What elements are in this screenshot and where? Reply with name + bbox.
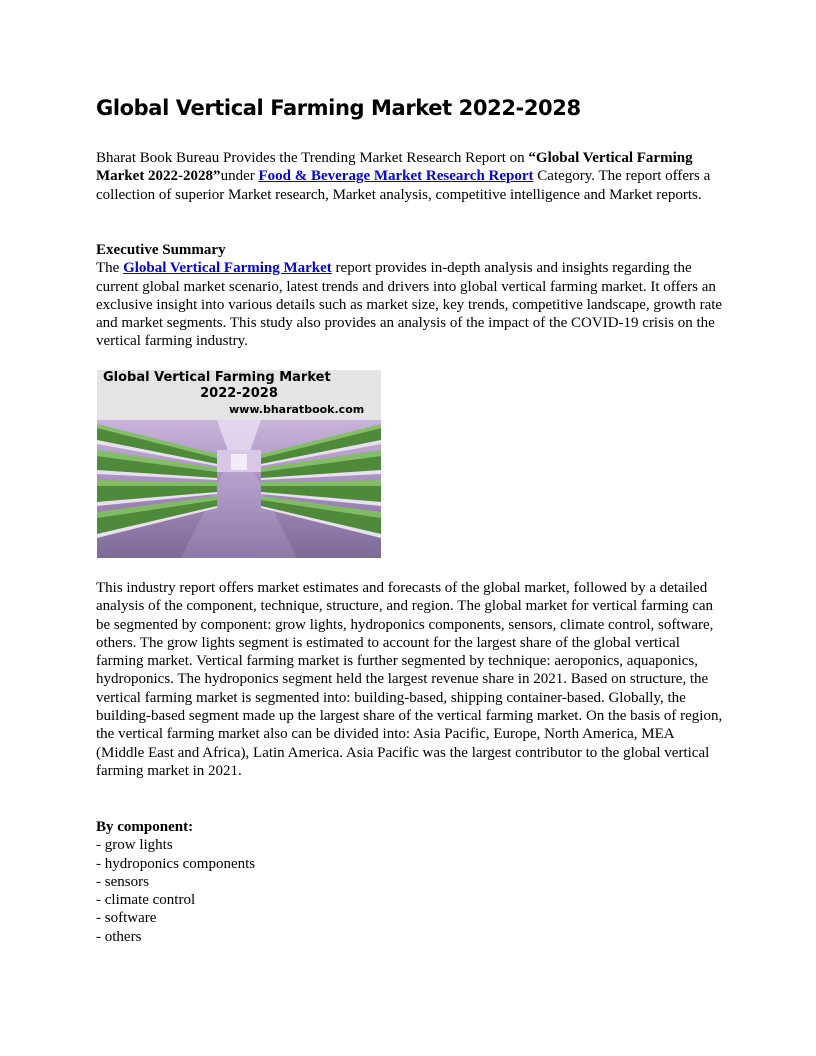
list-item: - others bbox=[96, 928, 142, 945]
intro-under: under bbox=[220, 168, 259, 185]
page-title: Global Vertical Farming Market 2022-2028 bbox=[96, 96, 581, 120]
image-title-line1: Global Vertical Farming Market bbox=[103, 370, 331, 385]
body-paragraph bbox=[96, 579, 724, 780]
vertical-farm-photo bbox=[97, 420, 381, 558]
executive-summary-heading: Executive Summary bbox=[96, 242, 226, 258]
category-link[interactable]: Food & Beverage Market Research Report bbox=[258, 168, 534, 185]
by-component-heading: By component: bbox=[96, 819, 194, 835]
list-item: - grow lights bbox=[96, 837, 173, 854]
market-analysis-text: This industry report offers market estimates and forecasts of the global market, followed by a detailed analysis of the component, technique, structure, and region. The global market for vertical farming can be segmented by component: grow lights, hydroponics components, sensors, climate control, software, others. The grow lights segment is estimated to account for the largest share of the global vertical farming market. Vertical farming market is further segmented by technique: aeroponics, aquaponics, hydroponics. The hydroponics segment held the largest revenue share in 2021. Based on structure, the vertical farming market is segmented into: building-based, shipping container-based. Globally, the building-based segment made up the largest share of the vertical farming market. On the basis of region, the vertical farming market also can be divided into: Asia Pacific, Europe, North America, MEA (Middle East and Africa), Latin America. Asia Pacific was the largest contributor to the global vertical farming market in 2021. bbox=[96, 580, 723, 779]
intro-rest: Category. The report offers a collection of superior Market research, Market analysis, competitive intelligence and Market reports. bbox=[96, 168, 711, 203]
by-component-section bbox=[96, 818, 724, 946]
intro-paragraph bbox=[96, 149, 724, 204]
list-item: - sensors bbox=[96, 873, 149, 890]
list-item: - climate control bbox=[96, 892, 196, 909]
image-url: www.bharatbook.com bbox=[229, 403, 365, 416]
report-cover-image bbox=[97, 370, 381, 558]
summary-text-rest: report provides in-depth analysis and insights regarding the current global market scenario, latest trends and drivers into global vertical farming market. It offers an exclusive insight into various details such as market size, key trends, competitive landscape, growth rate and market segments. This study also provides an analysis of the impact of the COVID-19 crisis on the vertical farming industry. bbox=[96, 260, 723, 350]
summary-text-start: The bbox=[96, 260, 124, 277]
intro-report-name: “Global Vertical Farming Market 2022-2028” bbox=[96, 150, 693, 185]
image-banner bbox=[97, 370, 381, 420]
report-link[interactable]: Global Vertical Farming Market bbox=[123, 260, 332, 277]
list-item: - hydroponics components bbox=[96, 855, 256, 872]
list-item: - software bbox=[96, 910, 157, 927]
executive-summary-section bbox=[96, 241, 724, 351]
intro-text: Bharat Book Bureau Provides the Trending Market Research Report on bbox=[96, 150, 529, 166]
image-title-line2: 2022-2028 bbox=[200, 386, 278, 401]
